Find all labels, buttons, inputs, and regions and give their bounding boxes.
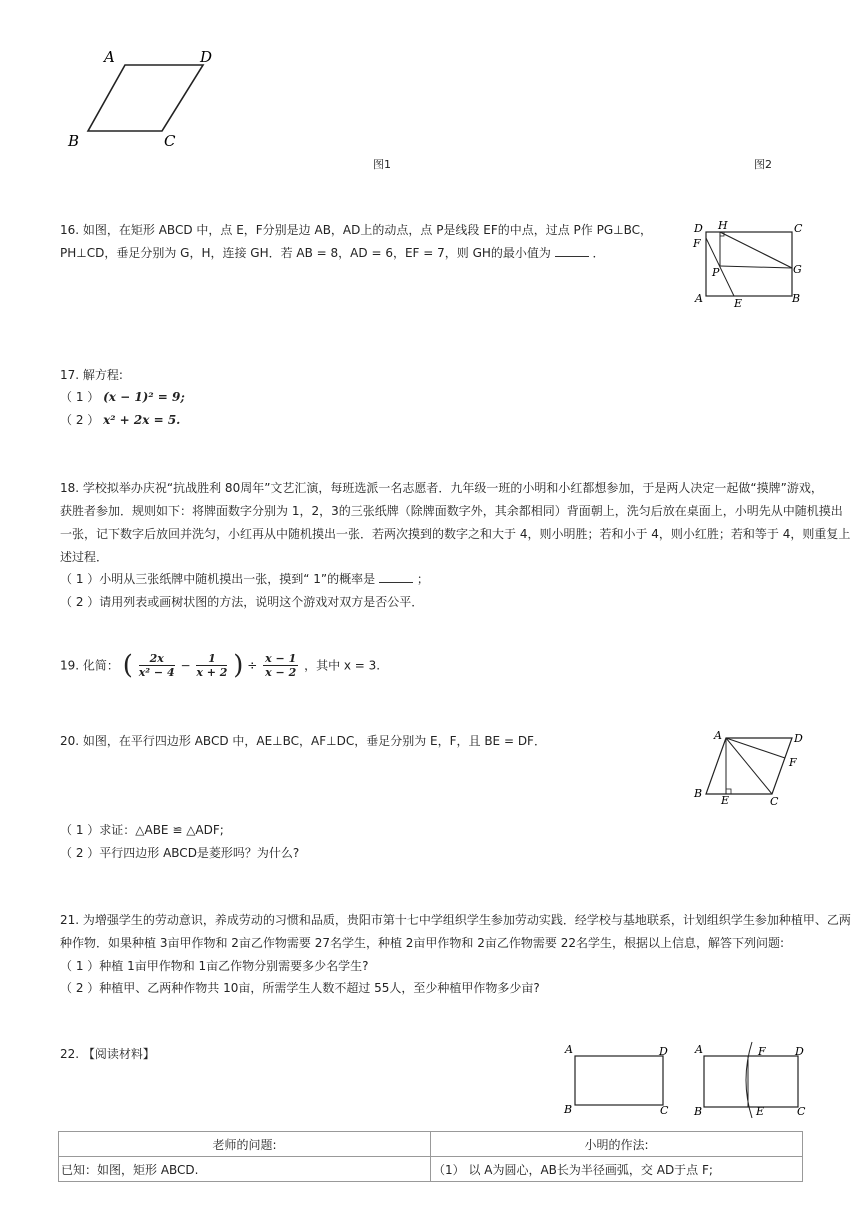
q16-line-2-end: ． <box>592 246 605 260</box>
q16-label-a: A <box>695 292 703 305</box>
q17-part-2-equation: x² + 2x = 5. <box>103 413 181 427</box>
q16-label-p: P <box>712 266 720 279</box>
q22-table <box>58 1131 803 1182</box>
q16-seg-pg <box>720 266 792 268</box>
label-a: A <box>104 48 115 66</box>
q16-label-e: E <box>734 297 743 310</box>
q20-line-1: 20. 如图，在平行四边形 ABCD 中，AE⊥BC，AF⊥DC，垂足分别为 E，F，且 BE = DF． <box>60 734 546 748</box>
q18-part-1-end: ； <box>416 572 429 586</box>
q20-label-b: B <box>694 787 703 800</box>
q16-line-2 <box>60 245 605 261</box>
label-c: C <box>164 132 176 150</box>
q16-label-g: G <box>793 263 802 276</box>
q18-line-2: 获胜者参加．规则如下：将牌面数字分别为 1，2，3的三张纸牌（除牌面数字外，其余都相同）背面朝上，洗匀后放在桌面上，小明先从中随机摸出 <box>60 504 843 518</box>
q17-part-1-label: （ 1 ） <box>60 390 100 404</box>
q20-label-a: A <box>714 729 722 742</box>
q19-fraction-2 <box>196 652 227 679</box>
q17-part-2-label: （ 2 ） <box>60 413 100 427</box>
q22-fig1-rect <box>575 1056 663 1105</box>
q22-table-header-teacher: 老师的问题: <box>59 1132 431 1157</box>
q19-prefix: 19. 化简： <box>60 658 119 673</box>
q18-answer-blank[interactable] <box>379 572 413 583</box>
q16-line-2-text: PH⊥CD，垂足分别为 G，H，连接 GH．若 AB = 8，AD = 6，EF = 7，则 GH的最小值为 <box>60 246 551 260</box>
q21-part-1: （ 1 ）种植 1亩甲作物和 1亩乙作物分别需要多少名学生? <box>60 959 369 973</box>
q16-label-c: C <box>794 222 803 235</box>
q22-fig2-label-d: D <box>795 1045 804 1058</box>
caption-figure-1: 图1 <box>373 158 391 171</box>
q21-line-1: 21. 为增强学生的劳动意识，养成劳动的习惯和品质，贵阳市第十七中学组织学生参加劳动实践．经学校与基地联系，计划组织学生参加种植甲、乙两 <box>60 913 851 927</box>
q22-fig1-label-d: D <box>659 1045 668 1058</box>
q17-part-1 <box>60 389 185 405</box>
q19-f3-den: x − 2 <box>265 666 297 679</box>
q22-fig1-label-a: A <box>565 1043 573 1056</box>
label-d: D <box>200 48 213 66</box>
q22-figure-2-construction <box>690 1038 810 1120</box>
q18-line-1: 18. 学校拟举办庆祝“抗战胜利 80周年”文艺汇演，每班选派一名志愿者．九年级一班的小明和小红都想参加，于是两人决定一起做“摸牌”游戏， <box>60 481 823 495</box>
q20-part-2: （ 2 ）平行四边形 ABCD是菱形吗？为什么? <box>60 846 300 860</box>
q20-label-d: D <box>794 732 803 745</box>
q20-seg-ac <box>726 738 772 794</box>
q19-minus: − <box>180 658 191 673</box>
q16-label-f: F <box>693 237 701 250</box>
q20-figure-parallelogram <box>688 724 813 810</box>
q18-line-3: 一张，记下数字后放回并洗匀，小红再从中随机摸出一张．若两次摸到的数字之和大于 4，则小明胜；若和小于 4，则小红胜；若和等于 4，则重复上 <box>60 527 851 541</box>
q16-answer-blank[interactable] <box>555 246 589 257</box>
q17-title: 17. 解方程: <box>60 368 123 382</box>
q18-part-1-text: （ 1 ）小明从三张纸牌中随机摸出一张，摸到“ 1”的概率是 <box>60 572 376 586</box>
parallelogram-shape <box>88 65 203 131</box>
q22-fig2-label-e: E <box>756 1105 765 1118</box>
q16-line-1: 16. 如图，在矩形 ABCD 中，点 E，F分别是边 AB，AD上的动点，点 P是线段 EF的中点，过点 P作 PG⊥BC， <box>60 223 652 237</box>
q21-part-2: （ 2 ）种植甲、乙两种作物共 10亩，所需学生人数不超过 55人，至少种植甲作物多少亩? <box>60 981 540 995</box>
q20-label-c: C <box>770 795 779 808</box>
q19-paren-open: ( <box>122 650 133 681</box>
q19-f1-den: x² − 4 <box>138 666 175 679</box>
q22-table-cell-teacher: 已知：如图，矩形 ABCD. <box>59 1157 431 1182</box>
q19-expression <box>60 652 380 679</box>
q22-figure-1-rectangle <box>560 1040 680 1118</box>
q21-line-2: 种作物．如果种植 3亩甲作物和 2亩乙作物需要 27名学生，种植 2亩甲作物和 2亩乙作物需要 22名学生，根据以上信息，解答下列问题: <box>60 936 785 950</box>
q16-figure-rectangle <box>688 218 808 310</box>
q18-line-4: 述过程． <box>60 550 109 564</box>
q18-part-2: （ 2 ）请用列表或画树状图的方法，说明这个游戏对双方是否公平． <box>60 595 424 609</box>
q22-fig1-label-b: B <box>564 1103 573 1116</box>
label-b: B <box>68 132 80 150</box>
q19-f3-num: x − 1 <box>265 652 297 665</box>
q22-fig2-label-c: C <box>797 1105 806 1118</box>
q19-fraction-3 <box>263 652 298 679</box>
q16-label-h: H <box>718 219 728 232</box>
q16-label-b: B <box>792 292 801 305</box>
q22-table-row <box>59 1157 803 1182</box>
q19-f2-den: x + 2 <box>196 666 228 679</box>
q22-fig2-label-b: B <box>694 1105 703 1118</box>
q22-title: 22. 【阅读材料】 <box>60 1047 155 1061</box>
q20-label-f: F <box>789 756 797 769</box>
q17-part-1-equation: (x − 1)² = 9; <box>103 390 185 404</box>
q22-table-cell-xiaoming: （1） 以 A为圆心，AB长为半径画弧，交 AD于点 F; <box>431 1157 803 1182</box>
q19-f1-num: 2x <box>139 652 175 666</box>
q16-label-d: D <box>694 222 703 235</box>
q22-fig1-label-c: C <box>660 1104 669 1117</box>
q22-fig2-label-f: F <box>758 1045 766 1058</box>
q19-f2-num: 1 <box>196 652 227 666</box>
q16-seg-gh <box>720 232 792 268</box>
q18-part-1 <box>60 571 429 587</box>
q20-label-e: E <box>721 794 730 807</box>
q17-part-2 <box>60 412 180 428</box>
caption-figure-2: 图2 <box>754 158 772 171</box>
q20-part-1: （ 1 ）求证：△ABE ≌ △ADF; <box>60 823 224 837</box>
q19-fraction-1 <box>139 652 175 679</box>
q19-paren-close: ) <box>233 650 244 681</box>
q22-table-header-row <box>59 1132 803 1157</box>
q22-table-header-xiaoming: 小明的作法: <box>431 1132 803 1157</box>
q22-fig2-rect <box>704 1056 798 1107</box>
q22-fig2-label-a: A <box>695 1043 703 1056</box>
q19-suffix: ，其中 x = 3. <box>304 658 381 673</box>
q19-divide: ÷ <box>247 658 258 673</box>
figure-parallelogram-abcd <box>60 40 240 160</box>
